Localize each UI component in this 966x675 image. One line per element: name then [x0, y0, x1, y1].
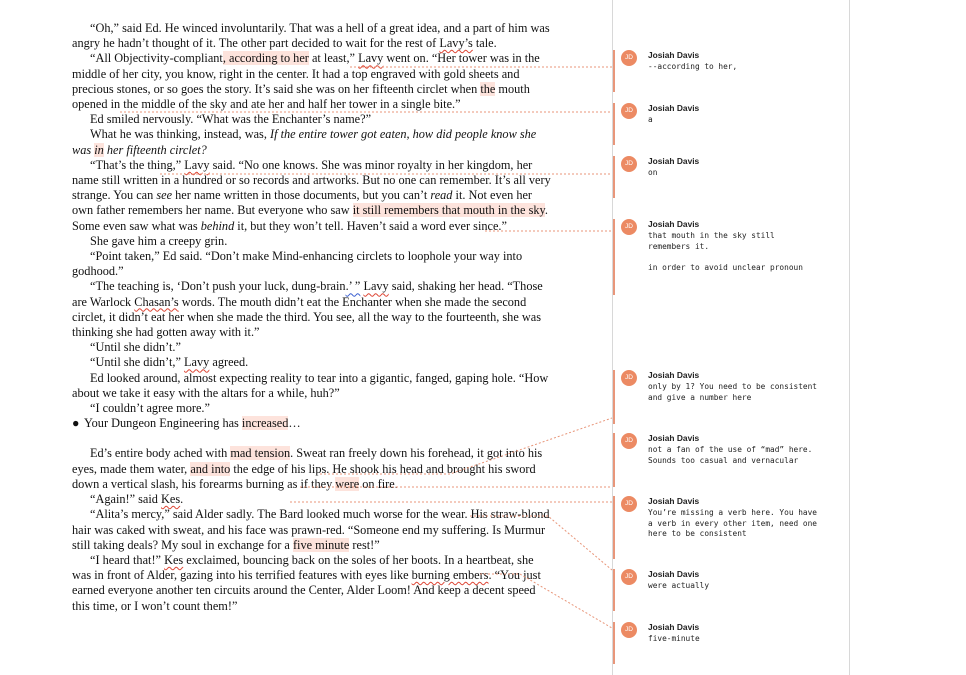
comment-text: were actually	[648, 581, 710, 590]
paragraph	[72, 21, 552, 51]
avatar: JD	[621, 370, 637, 386]
comment-author: Josiah Davis	[648, 433, 700, 443]
comment-card[interactable]	[613, 433, 850, 487]
text-run: “Until she didn’t.”	[90, 340, 181, 355]
avatar: JD	[621, 433, 637, 449]
text-run: tale.	[472, 36, 497, 51]
comment-card[interactable]	[613, 622, 850, 664]
avatar: JD	[621, 569, 637, 585]
spelling-flag: Lavy	[363, 279, 389, 294]
avatar: JD	[621, 156, 637, 172]
comment-text: a	[648, 115, 653, 124]
avatar: JD	[621, 50, 637, 66]
paragraph-spacer	[72, 431, 552, 446]
text-run: . “You just earned everyone another ten circuits around the Center, Alder Loom! And keep a decent speed this time, or I won’t count them!”	[72, 568, 541, 613]
spelling-flag: burning embers	[411, 568, 489, 583]
comment-card[interactable]	[613, 496, 850, 559]
avatar: JD	[621, 219, 637, 235]
avatar: JD	[621, 622, 637, 638]
paragraph	[72, 446, 552, 492]
comment-author: Josiah Davis	[648, 50, 700, 60]
commented-text[interactable]: it still remembers that mouth in the sky	[352, 203, 545, 218]
text-run: on fire.	[359, 476, 398, 491]
text-run: exclaimed, bouncing back on the soles of her boots. In a heartbeat, she was in front of Alder, gazing into his terrified features with eyes like	[72, 552, 534, 583]
paragraph	[72, 112, 552, 127]
comment-text: on	[648, 168, 658, 177]
paragraph	[72, 158, 552, 234]
text-run: “All Objectivity-compliant	[90, 51, 223, 66]
text-run: “That’s the thing,”	[90, 157, 185, 172]
text-run: Ed’s entire body ached with	[90, 446, 231, 461]
text-run: words. The mouth didn’t eat the Enchanter when she made the second circlet, it didn’t eat her when she made the third. You see, all the way to the fourteenth, she was thinking she had gotten away with it.”	[72, 294, 541, 340]
paragraph	[72, 249, 552, 279]
paragraph	[72, 51, 552, 112]
spelling-flag: Lavy	[358, 51, 384, 66]
comment-card[interactable]	[613, 219, 850, 295]
italic-text: If the entire tower got eaten, how did people know she was	[72, 127, 537, 157]
comment-card[interactable]	[613, 50, 850, 92]
paragraph	[72, 234, 552, 249]
italic-text: read	[430, 188, 453, 203]
spelling-flag: Kes	[161, 492, 181, 507]
commented-text[interactable]: increased	[241, 416, 289, 431]
italic-text: her fifteenth circlet?	[103, 142, 207, 157]
text-run: her name written in those documents, but you can’t	[172, 188, 431, 203]
paragraph	[72, 371, 552, 401]
comment-author: Josiah Davis	[648, 370, 700, 380]
text-run: “Again!” said	[90, 492, 162, 507]
comment-card[interactable]	[613, 370, 850, 424]
text-run: Your Dungeon Engineering has	[84, 416, 242, 431]
paragraph	[72, 401, 552, 416]
italic-text: see	[156, 188, 173, 203]
paragraph	[72, 127, 552, 157]
text-run: .	[180, 492, 184, 507]
commented-text[interactable]: , according to her	[222, 51, 309, 66]
paragraph	[72, 355, 552, 370]
text-run: “Oh,” said Ed. He winced involuntarily. That was a hell of a great idea, and a part of him was angry he hadn’t thought of it. The other part decided to wait for the rest of	[72, 21, 550, 51]
bullet-icon: ●	[72, 416, 80, 431]
text-run: She gave him a creepy grin.	[90, 233, 228, 248]
commented-text[interactable]: and into	[190, 461, 231, 476]
text-run: the edge of his lips. He shook his head and brought his sword down a vertical slash, his forearms burning as if they	[72, 461, 536, 491]
comment-card[interactable]	[613, 156, 850, 198]
spelling-flag: Lavy	[184, 355, 210, 370]
commented-text[interactable]: the	[480, 81, 496, 96]
italic-text: behind	[200, 218, 235, 233]
text-run: it, but they won’t tell. Haven’t said a word ever since.”	[234, 218, 507, 233]
text-run: “The teaching is, ‘Don’t push your luck, dung-brain	[90, 279, 346, 294]
comment-text: only by 1? You need to be consistent and give a number here	[648, 382, 817, 402]
comment-text: that mouth in the sky still remembers it. in order to avoid unclear pronoun	[648, 231, 803, 272]
text-run: What he was thinking, instead, was,	[90, 127, 270, 142]
paragraph	[72, 492, 552, 507]
avatar: JD	[621, 103, 637, 119]
spelling-flag: Kes	[164, 552, 184, 567]
comment-author: Josiah Davis	[648, 103, 700, 113]
paragraph	[72, 507, 552, 553]
text-run: went on. “Her tower was in the middle of her city, you know, right in the center. It had a top engraved with gold sheets and precious stones, or so goes the story. It’s said she was on her fifteenth circlet when	[72, 51, 540, 96]
grammar-flag: .’ ”	[345, 279, 361, 294]
commented-text[interactable]: were	[335, 476, 360, 491]
comment-author: Josiah Davis	[648, 569, 700, 579]
spelling-flag: Chasan’s	[134, 294, 179, 309]
spelling-flag: Lavy	[184, 157, 210, 172]
spelling-flag: Lavy’s	[439, 36, 473, 51]
text-run: …	[288, 416, 301, 431]
commented-text[interactable]: in	[94, 142, 104, 157]
avatar: JD	[621, 496, 637, 512]
comment-author: Josiah Davis	[648, 219, 700, 229]
text-run: said. “No one knows. She was minor royalty in her kingdom, her name still written in a hundred or so records and artworks. But no one can remember. It’s all very strange. You can	[72, 157, 551, 203]
comment-author: Josiah Davis	[648, 496, 700, 506]
comment-card[interactable]	[613, 103, 850, 145]
comment-author: Josiah Davis	[648, 622, 700, 632]
comment-text: You’re missing a verb here. You have a verb in every other item, need one here to be consistent	[648, 508, 817, 538]
text-run: “I heard that!”	[90, 552, 165, 567]
comment-card[interactable]	[613, 569, 850, 611]
paragraph	[72, 340, 552, 355]
document-body[interactable]	[72, 21, 552, 614]
commented-text[interactable]: five minute	[292, 537, 350, 552]
text-run: . Some even saw what was	[72, 203, 548, 233]
text-run: “Until she didn’t,”	[90, 355, 185, 370]
text-run: said, shaking her head. “Those are Warlock	[72, 279, 543, 309]
text-run: agreed.	[209, 355, 249, 370]
comment-text: not a fan of the use of “mad” here. Sounds too casual and vernacular	[648, 445, 813, 465]
comment-text: five-minute	[648, 634, 700, 643]
commented-text[interactable]: mad tension	[230, 446, 291, 461]
paragraph	[72, 553, 552, 614]
text-run: mouth opened in the middle of the sky and ate her and half her tower in a single bite.”	[72, 81, 530, 112]
paragraph	[72, 279, 552, 340]
text-run: “Alita’s mercy,” said Alder sadly. The Bard looked much worse for the wear. His straw-blond hair was caked with sweat, and his face was prawn-red. “Someone end my suffering. Is Murmur still taking deals? My soul in exchange for a	[72, 507, 550, 552]
text-run: . Sweat ran freely down his forehead, it got into his eyes, made them water,	[72, 446, 543, 476]
comment-author: Josiah Davis	[648, 156, 700, 166]
text-run: “Point taken,” Ed said. “Don’t make Mind-enhancing circlets to loophole your way into godhood.”	[72, 249, 523, 279]
text-run: rest!”	[349, 537, 380, 552]
text-run: at least,”	[308, 51, 359, 66]
text-run: Ed smiled nervously. “What was the Enchanter’s name?”	[90, 112, 372, 127]
comment-text: --according to her,	[648, 62, 738, 71]
text-run: Ed looked around, almost expecting reality to tear into a gigantic, fanged, gaping hole. “How about we take it easy with the altars for a while, huh?”	[72, 370, 549, 400]
text-run: it. Not even her own father remembers her name. But everyone who saw	[72, 188, 533, 218]
bullet-item	[72, 416, 552, 431]
text-run: “I couldn’t agree more.”	[90, 401, 210, 416]
